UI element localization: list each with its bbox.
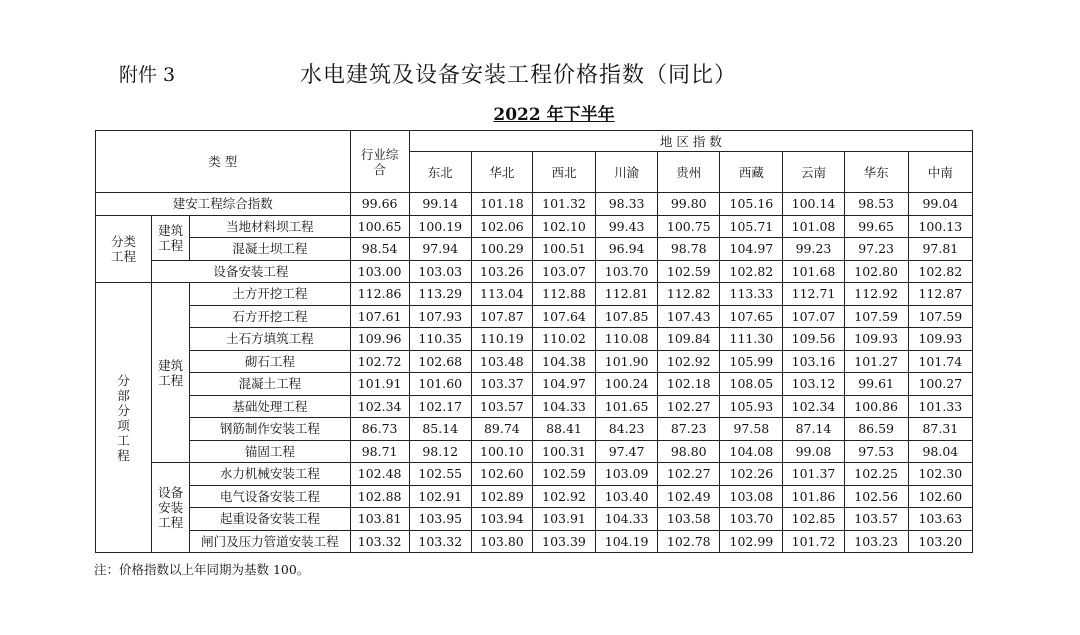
industry-value-cell: 98.71 (350, 440, 409, 463)
region-value-cell: 103.32 (409, 530, 471, 553)
region-value-cell: 101.60 (409, 373, 471, 396)
region-value-cell: 112.81 (596, 283, 658, 306)
region-value-cell: 112.92 (844, 283, 908, 306)
industry-value-cell: 86.73 (350, 418, 409, 441)
table-note: 注：价格指数以上年同期为基数 100。 (94, 562, 310, 577)
region-value-cell: 102.82 (908, 260, 972, 283)
region-value-cell: 100.51 (532, 238, 595, 261)
region-value-cell: 100.75 (658, 215, 720, 238)
region-value-cell: 98.12 (409, 440, 471, 463)
region-value-cell: 104.33 (532, 395, 595, 418)
header-region: 西北 (532, 152, 595, 193)
table-row (96, 463, 973, 486)
region-value-cell: 103.91 (532, 508, 595, 531)
header-region: 东北 (409, 152, 471, 193)
region-value-cell: 101.74 (908, 350, 972, 373)
region-value-cell: 84.23 (596, 418, 658, 441)
region-value-cell: 112.82 (658, 283, 720, 306)
row-label: 设备安装工程 (152, 260, 350, 283)
region-value-cell: 104.08 (720, 440, 783, 463)
region-value-cell: 100.86 (844, 395, 908, 418)
industry-value-cell: 103.32 (350, 530, 409, 553)
table-row (96, 440, 973, 463)
period-subtitle (0, 100, 1080, 125)
region-value-cell: 105.99 (720, 350, 783, 373)
region-value-cell: 97.53 (844, 440, 908, 463)
industry-value-cell: 101.91 (350, 373, 409, 396)
region-value-cell: 102.06 (471, 215, 532, 238)
region-value-cell: 88.41 (532, 418, 595, 441)
region-value-cell: 102.85 (783, 508, 844, 531)
region-value-cell: 99.61 (844, 373, 908, 396)
group-classification (96, 215, 152, 283)
region-value-cell: 101.37 (783, 463, 844, 486)
industry-value-cell: 100.65 (350, 215, 409, 238)
region-value-cell: 103.95 (409, 508, 471, 531)
row-label: 土方开挖工程 (190, 283, 350, 306)
region-value-cell: 103.23 (844, 530, 908, 553)
region-value-cell: 101.72 (783, 530, 844, 553)
table-row (96, 215, 973, 238)
industry-value-cell: 102.48 (350, 463, 409, 486)
region-value-cell: 103.57 (844, 508, 908, 531)
header-region: 云南 (783, 152, 844, 193)
row-label: 起重设备安装工程 (190, 508, 350, 531)
table-row (96, 418, 973, 441)
group-construction (152, 283, 190, 463)
header-region: 华北 (471, 152, 532, 193)
row-label: 混凝土坝工程 (190, 238, 350, 261)
row-label: 石方开挖工程 (190, 305, 350, 328)
region-value-cell: 105.71 (720, 215, 783, 238)
region-value-cell: 112.87 (908, 283, 972, 306)
region-value-cell: 104.97 (720, 238, 783, 261)
region-value-cell: 100.14 (783, 193, 844, 216)
region-value-cell: 111.30 (720, 328, 783, 351)
region-value-cell: 98.53 (844, 193, 908, 216)
row-label: 建安工程综合指数 (96, 193, 351, 216)
region-value-cell: 113.04 (471, 283, 532, 306)
region-value-cell: 99.43 (596, 215, 658, 238)
region-value-cell: 101.18 (471, 193, 532, 216)
region-value-cell: 102.10 (532, 215, 595, 238)
region-value-cell: 103.08 (720, 485, 783, 508)
region-value-cell: 104.97 (532, 373, 595, 396)
region-value-cell: 103.40 (596, 485, 658, 508)
header-industry: 行业综合 (350, 131, 409, 193)
region-value-cell: 101.08 (783, 215, 844, 238)
region-value-cell: 113.33 (720, 283, 783, 306)
table-row (96, 328, 973, 351)
region-value-cell: 102.92 (658, 350, 720, 373)
region-value-cell: 101.86 (783, 485, 844, 508)
region-value-cell: 103.48 (471, 350, 532, 373)
region-value-cell: 87.23 (658, 418, 720, 441)
group-construction (152, 215, 190, 260)
region-value-cell: 112.71 (783, 283, 844, 306)
region-value-cell: 85.14 (409, 418, 471, 441)
region-value-cell: 105.93 (720, 395, 783, 418)
document-title: 水电建筑及设备安装工程价格指数（同比） (300, 63, 738, 88)
region-value-cell: 104.33 (596, 508, 658, 531)
region-value-cell: 99.08 (783, 440, 844, 463)
region-value-cell: 99.80 (658, 193, 720, 216)
region-value-cell: 102.30 (908, 463, 972, 486)
region-value-cell: 109.93 (844, 328, 908, 351)
region-value-cell: 103.80 (471, 530, 532, 553)
region-value-cell: 97.47 (596, 440, 658, 463)
region-value-cell: 107.59 (844, 305, 908, 328)
region-value-cell: 102.56 (844, 485, 908, 508)
row-label: 水力机械安装工程 (190, 463, 350, 486)
row-label: 砌石工程 (190, 350, 350, 373)
attachment-label: 附件 3 (119, 64, 176, 86)
region-value-cell: 109.84 (658, 328, 720, 351)
region-value-cell: 102.18 (658, 373, 720, 396)
table-row (96, 305, 973, 328)
region-value-cell: 102.91 (409, 485, 471, 508)
region-value-cell: 98.78 (658, 238, 720, 261)
region-value-cell: 100.10 (471, 440, 532, 463)
industry-value-cell: 102.72 (350, 350, 409, 373)
region-value-cell: 103.03 (409, 260, 471, 283)
region-value-cell: 102.92 (532, 485, 595, 508)
region-value-cell: 101.90 (596, 350, 658, 373)
group-equipment-label: 设备安装工程 (158, 485, 184, 530)
table-row (96, 485, 973, 508)
region-value-cell: 110.35 (409, 328, 471, 351)
group-equipment (152, 463, 190, 553)
region-value-cell: 109.93 (908, 328, 972, 351)
table-row (96, 238, 973, 261)
table-row (96, 395, 973, 418)
group-classification-label: 分类工程 (111, 233, 137, 264)
region-value-cell: 99.14 (409, 193, 471, 216)
region-value-cell: 100.19 (409, 215, 471, 238)
table-row (96, 373, 973, 396)
region-value-cell: 102.27 (658, 395, 720, 418)
region-value-cell: 104.38 (532, 350, 595, 373)
row-label: 当地材料坝工程 (190, 215, 350, 238)
industry-value-cell: 112.86 (350, 283, 409, 306)
region-value-cell: 103.58 (658, 508, 720, 531)
region-value-cell: 101.65 (596, 395, 658, 418)
region-value-cell: 102.59 (658, 260, 720, 283)
region-value-cell: 103.57 (471, 395, 532, 418)
region-value-cell: 87.31 (908, 418, 972, 441)
region-value-cell: 104.19 (596, 530, 658, 553)
region-value-cell: 101.68 (783, 260, 844, 283)
region-value-cell: 107.65 (720, 305, 783, 328)
price-index-table (95, 130, 973, 553)
region-value-cell: 100.13 (908, 215, 972, 238)
table-row (96, 530, 973, 553)
period-text: 2022 年下半年 (493, 105, 615, 125)
region-value-cell: 103.12 (783, 373, 844, 396)
region-value-cell: 102.80 (844, 260, 908, 283)
region-value-cell: 103.70 (720, 508, 783, 531)
region-value-cell: 102.25 (844, 463, 908, 486)
region-value-cell: 102.27 (658, 463, 720, 486)
region-value-cell: 100.31 (532, 440, 595, 463)
group-sub-project-label: 分部分项工程 (117, 372, 130, 463)
region-value-cell: 110.08 (596, 328, 658, 351)
region-value-cell: 100.29 (471, 238, 532, 261)
region-value-cell: 107.43 (658, 305, 720, 328)
region-value-cell: 97.23 (844, 238, 908, 261)
region-value-cell: 102.34 (783, 395, 844, 418)
region-value-cell: 107.93 (409, 305, 471, 328)
region-value-cell: 102.68 (409, 350, 471, 373)
region-value-cell: 110.19 (471, 328, 532, 351)
region-value-cell: 102.60 (908, 485, 972, 508)
table-row (96, 508, 973, 531)
table-row (96, 193, 973, 216)
region-value-cell: 103.16 (783, 350, 844, 373)
row-label: 闸门及压力管道安装工程 (190, 530, 350, 553)
region-value-cell: 98.33 (596, 193, 658, 216)
region-value-cell: 89.74 (471, 418, 532, 441)
region-value-cell: 97.81 (908, 238, 972, 261)
industry-value-cell: 102.88 (350, 485, 409, 508)
region-value-cell: 103.70 (596, 260, 658, 283)
region-value-cell: 102.60 (471, 463, 532, 486)
header-region: 川渝 (596, 152, 658, 193)
region-value-cell: 105.16 (720, 193, 783, 216)
region-value-cell: 103.07 (532, 260, 595, 283)
header-region: 华东 (844, 152, 908, 193)
group-construction-label: 建筑工程 (158, 222, 184, 253)
header-category: 类 型 (96, 131, 351, 193)
region-value-cell: 102.78 (658, 530, 720, 553)
industry-value-cell: 103.81 (350, 508, 409, 531)
region-value-cell: 103.09 (596, 463, 658, 486)
row-label: 钢筋制作安装工程 (190, 418, 350, 441)
industry-value-cell: 109.96 (350, 328, 409, 351)
row-label: 混凝土工程 (190, 373, 350, 396)
region-value-cell: 99.65 (844, 215, 908, 238)
region-value-cell: 113.29 (409, 283, 471, 306)
row-label: 基础处理工程 (190, 395, 350, 418)
industry-value-cell: 99.66 (350, 193, 409, 216)
region-value-cell: 99.04 (908, 193, 972, 216)
region-value-cell: 103.20 (908, 530, 972, 553)
region-value-cell: 100.24 (596, 373, 658, 396)
region-value-cell: 112.88 (532, 283, 595, 306)
region-value-cell: 102.89 (471, 485, 532, 508)
header-region: 中南 (908, 152, 972, 193)
table-row (96, 260, 973, 283)
region-value-cell: 108.05 (720, 373, 783, 396)
region-value-cell: 101.33 (908, 395, 972, 418)
region-value-cell: 103.26 (471, 260, 532, 283)
region-value-cell: 102.59 (532, 463, 595, 486)
region-value-cell: 102.17 (409, 395, 471, 418)
region-value-cell: 99.23 (783, 238, 844, 261)
row-label: 锚固工程 (190, 440, 350, 463)
region-value-cell: 87.14 (783, 418, 844, 441)
region-value-cell: 107.07 (783, 305, 844, 328)
region-value-cell: 102.99 (720, 530, 783, 553)
table-row (96, 283, 973, 306)
header-region: 西藏 (720, 152, 783, 193)
region-value-cell: 97.94 (409, 238, 471, 261)
region-value-cell: 101.32 (532, 193, 595, 216)
region-value-cell: 107.87 (471, 305, 532, 328)
region-value-cell: 109.56 (783, 328, 844, 351)
region-value-cell: 97.58 (720, 418, 783, 441)
group-construction-label: 建筑工程 (158, 357, 184, 388)
industry-value-cell: 98.54 (350, 238, 409, 261)
header-region: 贵州 (658, 152, 720, 193)
region-value-cell: 102.26 (720, 463, 783, 486)
row-label: 电气设备安装工程 (190, 485, 350, 508)
region-value-cell: 98.04 (908, 440, 972, 463)
industry-value-cell: 107.61 (350, 305, 409, 328)
industry-value-cell: 102.34 (350, 395, 409, 418)
row-label: 土石方填筑工程 (190, 328, 350, 351)
region-value-cell: 96.94 (596, 238, 658, 261)
industry-value-cell: 103.00 (350, 260, 409, 283)
region-value-cell: 102.49 (658, 485, 720, 508)
header-region-group: 地 区 指 数 (409, 131, 972, 152)
region-value-cell: 103.63 (908, 508, 972, 531)
region-value-cell: 103.37 (471, 373, 532, 396)
region-value-cell: 103.94 (471, 508, 532, 531)
table-row (96, 350, 973, 373)
region-value-cell: 107.64 (532, 305, 595, 328)
region-value-cell: 86.59 (844, 418, 908, 441)
region-value-cell: 101.27 (844, 350, 908, 373)
region-value-cell: 102.82 (720, 260, 783, 283)
region-value-cell: 102.55 (409, 463, 471, 486)
region-value-cell: 110.02 (532, 328, 595, 351)
region-value-cell: 107.59 (908, 305, 972, 328)
region-value-cell: 100.27 (908, 373, 972, 396)
region-value-cell: 107.85 (596, 305, 658, 328)
group-sub-project (96, 283, 152, 553)
region-value-cell: 103.39 (532, 530, 595, 553)
region-value-cell: 98.80 (658, 440, 720, 463)
